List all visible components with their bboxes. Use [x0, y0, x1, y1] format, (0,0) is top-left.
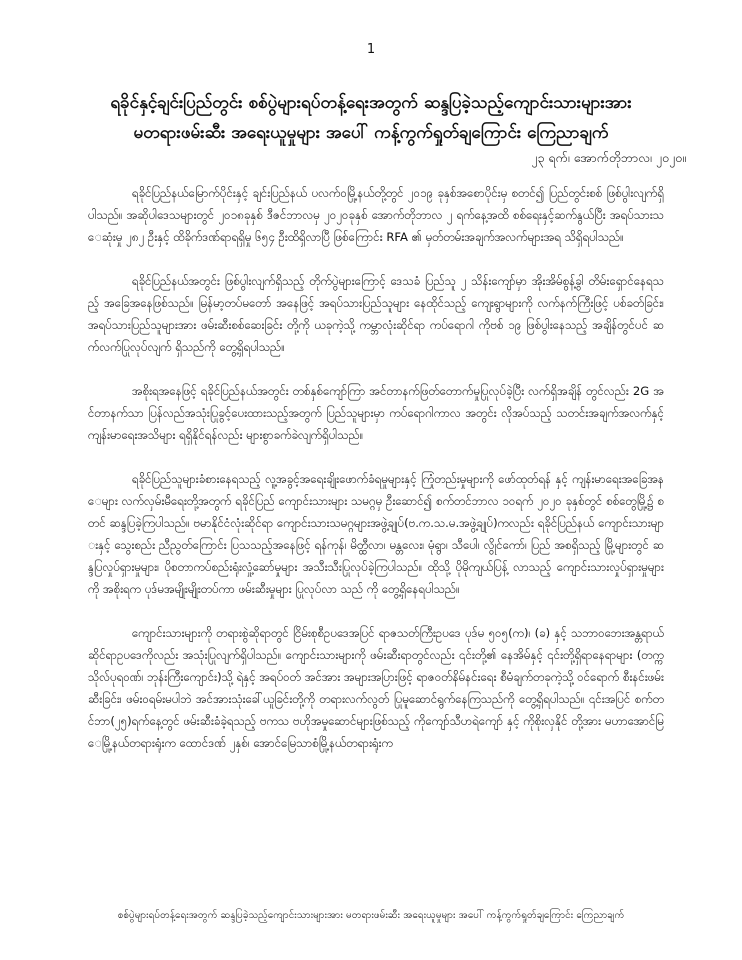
title-line-1: ရခိုင်နှင့်ချင်းပြည်တွင်း စစ်ပွဲများရပ်တန့်ရေးအတွက် ဆန္ဒပြခဲ့သည့်ကျောင်းသားများအား [110, 93, 632, 113]
paragraph-2: ရခိုင်ပြည်နယ်အတွင်း ဖြစ်ပွါးလျက်ရှိသည့် တိုက်ပွဲများကြောင့် ဒေသခံ ပြည်သူ ၂ သိန်းကျော်မှာ အိုးအိမ်စွန့်ခွါ တိမ်းရှောင်နေရသည့် အခြေအနေဖြစ်သည်။ မြန်မာ့တပ်မတော် အနေဖြင့် အရပ်သားပြည်သူများ နေထိုင်သည့် ကျေးရွာများကို လက်နက်ကြီးဖြင့် ပစ်ခတ်ခြင်း၊ အရပ်သားပြည်သူများအား ဖမ်းဆီးစစ်ဆေးခြင်း တို့ကို ယခုကဲ့သို့ ကမ္ဘာလုံးဆိုင်ရာ ကပ်ရောဂါ ကိုဗစ် ၁၉ ဖြစ်ပွါးနေသည့် အချိန်တွင်ပင် ဆက်လက်ပြုလုပ်လျက် ရှိသည်ကို တွေ့ရှိရပါသည်။ [88, 274, 664, 354]
paragraph-4: ရခိုင်ပြည်သူများခံစားနေရသည့် လူ့အခွင့်အရေးချိုးဖောက်ခံရမှုများနှင့် ကြုံတည်းမှုများကို ဖော်ထုတ်ရန် နှင့် ကျန်းမာရေးအခြေအနေများ လက်လှမ်းမီရေးတို့အတွက် ရခိုင်ပြည် ကျောင်းသားများ သမဂ္ဂမှ ဦးဆောင်၍ စက်တင်ဘာလ ၁၀ရက် ၂၀၂၀ ခုနှစ်တွင် စစ်တွေမြို့၌ စတင် ဆန္ဒပြခဲ့ကြပါသည်။ ဗမာနိုင်ငံလုံးဆိုင်ရာ ကျောင်းသားသမဂ္ဂများအဖွဲ့ချုပ်(ဗ.က.သ.မ.အဖွဲ့ချုပ်)ကလည်း ရခိုင်ပြည်နယ် ကျောင်းသားများနှင့် သွေးစည်း ညီညွတ်ကြောင်း ပြသသည့်အနေဖြင့် ရန်ကုန်၊ မိတ္ထီလာ၊ မန္တလေး၊ မုံရွာ၊ သီပေါ၊ လွိုင်ကော်၊ ပြည် အစရှိသည့် မြို့များတွင် ဆန္ဒပြလှုပ်ရှားမှုများ၊ ပိုစတာကပ်စည်းရုံးလှုံ့ဆော်မှုများ အသီးသီးပြုလုပ်ခဲ့ကြပါသည်။ ထိုသို့ ပိုမိုကျယ်ပြန့် လာသည့် ကျောင်းသားလှုပ်ရှားမှုများကို အစိုးရက ပုဒ်မအမျိုးမျိုးတပ်ကာ ဖမ်းဆီးမှုများ ပြုလုပ်လာ သည် ကို တွေ့ရှိနေရပါသည်။ [88, 472, 664, 596]
title-line-2: မတရားဖမ်းဆီး အရေးယူမှုများ အပေါ် ကန့်ကွက်ရှုတ်ချကြောင်း ကြေညာချက် [133, 123, 609, 143]
document-body [88, 182, 664, 776]
paragraph-3: အစိုးရအနေဖြင့် ရခိုင်ပြည်နယ်အတွင်း တစ်နှစ်ကျော်ကြာ အင်တာနက်ဖြတ်တောက်မှုပြုလုပ်ခဲ့ပြီး လက်ရှိအချိန် တွင်လည်း 2G အင်တာနက်သာ ပြန်လည်အသုံးပြုခွင့်ပေးထားသည့်အတွက် ပြည်သူများမှာ ကပ်ရောဂါကာလ အတွင်း လိုအပ်သည့် သတင်းအချက်အလက်နှင့် ကျန်းမာရေးအသိများ ရရှိနိုင်ရန်လည်း များစွာခက်ခဲလျက်ရှိပါသည်။ [88, 384, 664, 442]
page-footer: စစ်ပွဲများရပ်တန့်ရေးအတွက် ဆန္ဒပြခဲ့သည့်ကျောင်းသားများအား မတရားဖမ်းဆီး အရေးယူမှုများ အပေါ် ကန့်ကွက်ရှုတ်ချကြောင်း ကြေညာချက် [117, 910, 625, 921]
document-title [60, 88, 682, 148]
page-number: 1 [366, 42, 376, 57]
paragraph-5: ကျောင်းသားများကို တရားစွဲဆိုရာတွင် ငြိမ်းစုစီဥပဒေအပြင် ရာဇသတ်ကြီးဥပဒေ ပုဒ်မ ၅၀၅(က)၊ (ခ) နှင့် သဘာဝဘေးအန္တရာယ်ဆိုင်ရာဥပဒေကိုလည်း အသုံးပြုလျက်ရှိပါသည်။ ကျောင်းသားများကို ဖမ်းဆီးရာတွင်လည်း ၎င်းတို့၏ နေအိမ်နှင့် ၎င်းတို့ရှိရာနေရာများ (တက္ကသိုလ်ပုရဝဏ်၊ ဘုန်းကြီးကျောင်း)သို့ ရဲနှင့် အရပ်ဝတ် အင်အား အများအပြားဖြင့် ရာဇဝတ်နိမ်နင်းရေး စီမံချက်တခုကဲ့သို့ ဝင်ရောက် စီးနင်းဖမ်းဆီးခြင်း၊ ဖမ်းဝရမ်းမပါဘဲ အင်အားသုံးခေါ်ယူခြင်းတို့ကို တရားလက်လွတ် ပြုမူဆောင်ရွက်နေကြသည်ကို တွေ့ရှိရပါသည်။ ၎င်းအပြင် စက်တင်ဘာ(၂၅)ရက်နေ့တွင် ဖမ်းဆီးခံခဲ့ရသည့် ဗကသ ဗဟိုအမှုဆောင်များဖြစ်သည့် ကိုကျော်သီဟရဲကျော် နှင့် ကိုစိုးလှနိုင် တို့အား မဟာအောင်မြေမြို့နယ်တရားရုံးက ထောင်ဒဏ် ၂နှစ်၊ အောင်မြေသာစံမြို့နယ်တရားရုံးက [88, 626, 664, 750]
statement-date: ၂၃ ရက်၊ အောက်တိုဘာလ၊ ၂၀၂၀။ [531, 150, 686, 165]
paragraph-1: ရခိုင်ပြည်နယ်မြောက်ပိုင်းနှင့် ချင်းပြည်နယ် ပလက်ဝမြို့နယ်တို့တွင် ၂၀၁၉ ခုနှစ်အစောပိုင်းမှ စတင်၍ ပြည်တွင်းစစ် ဖြစ်ပွါးလျက်ရှိပါသည်။ အဆိုပါဒေသများတွင် ၂၀၁၈ခုနှစ် ဒီဇင်ဘာလမှ ၂၀၂၀ခုနှစ် အောက်တိုဘာလ ၂ ရက်နေ့အထိ စစ်ရေးနှင့်ဆက်နွယ်ပြီး အရပ်သားသေဆုံးမှု ၂၈၂ ဦးနှင့် ထိခိုက်ဒဏ်ရာရရှိမှု ၆၅၄ ဦးထိရှိလာပြီ ဖြစ်ကြောင်း RFA ၏ မှတ်တမ်းအချက်အလက်များအရ သိရှိရပါသည်။ [88, 186, 664, 244]
